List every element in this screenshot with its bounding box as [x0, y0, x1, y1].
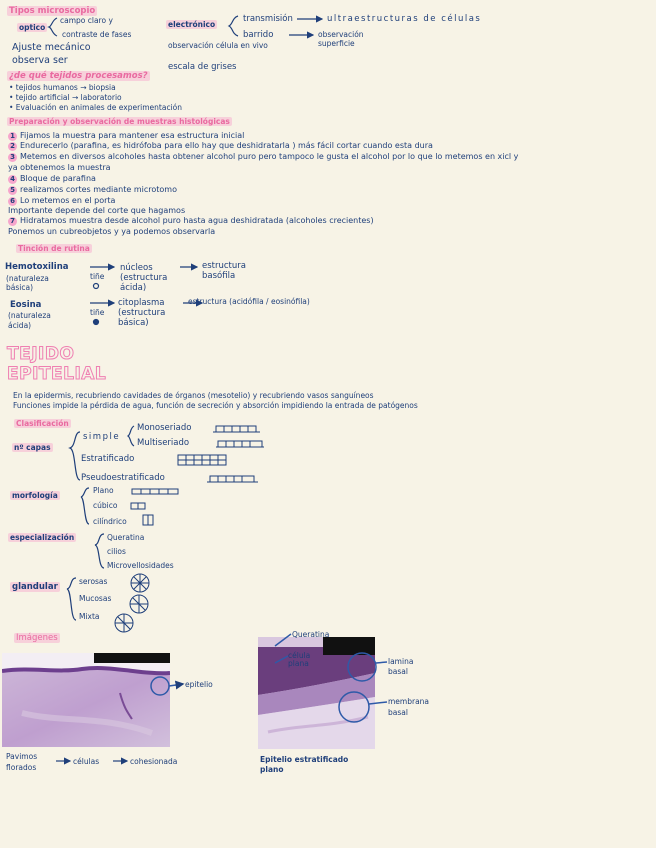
- clasificacion-title: Clasificación: [16, 419, 69, 428]
- brace-glandular: [67, 578, 76, 620]
- tine-1: tiñe: [90, 272, 105, 281]
- celula-plana-label: célula plana: [288, 651, 311, 668]
- preparacion-step: [8, 174, 96, 184]
- epitelial-title-2: EPITELIAL: [7, 364, 107, 384]
- lamina-1: lamina: [388, 657, 414, 666]
- step-text: Hidratamos muestra desde alcohol puro hasta agua deshidratada (alcoholes crecientes): [20, 216, 374, 225]
- lamina-2: basal: [388, 667, 408, 676]
- queratina-img-label: Queratina: [292, 630, 330, 639]
- plano-diagram: [132, 489, 178, 494]
- tejidos-title: ¿de qué tejidos procesamos?: [9, 71, 148, 81]
- pseudoestratificado: Pseudoestratificado: [81, 473, 165, 483]
- pavimentos-1: Pavimos: [6, 752, 38, 761]
- eos-dot: [94, 320, 99, 325]
- brace-electronico: [229, 16, 238, 36]
- cilindrico: cilíndrico: [93, 517, 127, 526]
- step-text: Fijamos la muestra para mantener esa estructura inicial: [20, 131, 245, 140]
- hematoxilina: Hemotoxilina: [5, 262, 69, 272]
- gland-serosa-icon: [131, 574, 149, 592]
- monoseriado: Monoseriado: [137, 423, 192, 433]
- tine-2: tiñe: [90, 308, 105, 317]
- step-text: Endurecerlo (parafina, es hidrófoba para ello hay que deshidratarla ) más fácil cortar cuando esta dura: [20, 141, 433, 150]
- step-number: 1: [8, 132, 17, 141]
- eosina-nat: (naturaleza ácida): [8, 311, 51, 330]
- morfologia-label: morfología: [12, 491, 58, 500]
- cubico: cúbico: [93, 501, 118, 510]
- step-number: 3: [8, 153, 17, 162]
- epitelial-desc-1: En la epidermis, recubriendo cavidades de órganos (mesotelio) y recubriendo vasos sanguíneos: [13, 391, 374, 400]
- preparacion-title: Preparación y observación de muestras histológicas: [9, 117, 230, 126]
- hem-target: núcleos (estructura ácida): [120, 263, 168, 293]
- preparacion-step: [8, 216, 374, 226]
- preparacion-step: [8, 206, 185, 215]
- step-text: Importante depende del corte que hagamos: [8, 206, 186, 215]
- membrana-1: membrana: [388, 697, 430, 706]
- simple: simple: [83, 432, 121, 442]
- multiseriado: Multiseriado: [137, 438, 190, 448]
- barrido-result: observación superficie: [318, 30, 364, 48]
- brace-simple: [128, 426, 134, 446]
- eos-target: citoplasma (estructura básica): [118, 298, 166, 328]
- line-lamina: [376, 662, 387, 663]
- contraste-fases: contraste de fases: [62, 30, 132, 39]
- tincion-title: Tinción de rutina: [18, 244, 90, 253]
- step-number: 4: [8, 175, 17, 184]
- cubico-diagram: [131, 503, 145, 509]
- obs-vivo: observación célula en vivo: [168, 41, 268, 50]
- step-text: Metemos en diversos alcoholes hasta obtener alcohol puro pero tampoco le gusta el alcohol por lo que lo metemos en xicl y: [20, 152, 519, 161]
- arrow-epitelio: [169, 684, 183, 686]
- multiseriado-diagram: [216, 441, 264, 447]
- gland-mixta-icon: [115, 614, 133, 632]
- plano: Plano: [93, 486, 114, 495]
- hem-dot: [94, 284, 99, 289]
- ajuste-mecanico: Ajuste mecánico: [12, 42, 91, 53]
- glandular-label: glandular: [12, 582, 58, 592]
- brace-morfologia: [81, 488, 89, 524]
- cilios: cilios: [107, 547, 126, 556]
- tejidos-item-3: • Evaluación en animales de experimentación: [9, 103, 183, 112]
- imagenes-title: Imágenes: [16, 633, 58, 643]
- optico-label: optico: [19, 23, 46, 32]
- preparacion-step: [8, 227, 215, 236]
- capas-label: nº capas: [14, 443, 51, 452]
- histology-image-1: [2, 653, 170, 747]
- hem-result: estructura basófila: [202, 261, 246, 281]
- eosina: Eosina: [10, 300, 42, 310]
- preparacion-step: [8, 196, 115, 206]
- gland-mucosa-icon: [130, 595, 148, 613]
- preparacion-step: [8, 141, 433, 151]
- campo-claro: campo claro y: [60, 16, 113, 25]
- step-text: ya obtenemos la muestra: [8, 163, 111, 172]
- electronico-label: electrónico: [168, 20, 216, 29]
- estratificado: Estratificado: [81, 454, 135, 464]
- step-text: Ponemos un cubreobjetos y ya podemos observarla: [8, 227, 216, 236]
- preparacion-step: [8, 185, 177, 195]
- transmision: transmisión: [243, 14, 293, 24]
- brace-especializacion: [95, 534, 104, 568]
- membrana-2: basal: [388, 708, 408, 717]
- escala-grises: escala de grises: [168, 62, 237, 72]
- cohesionada-label: cohesionada: [130, 757, 178, 766]
- microvellosidades: Microvellosidades: [107, 561, 174, 570]
- preparacion-step: [8, 163, 111, 172]
- eos-result: estructura (acidófila / eosinófila): [188, 297, 310, 306]
- preparacion-step: [8, 131, 244, 141]
- brace-optico: [49, 18, 57, 36]
- especializacion-label: especialización: [10, 533, 75, 542]
- tipos-title: Tipos microscopio: [9, 6, 96, 16]
- epitelial-desc-2: Funciones impide la pérdida de agua, función de secreción y absorción impidiendo la entrada de patógenos: [13, 401, 418, 410]
- cilindrico-diagram: [143, 515, 153, 525]
- step-text: Bloque de parafina: [20, 174, 96, 183]
- tejidos-item-1: • tejidos humanos → biopsia: [9, 83, 116, 92]
- brace-capas: [70, 432, 80, 480]
- epitelio-label: epitelio: [185, 680, 213, 689]
- estratificado-diagram: [178, 455, 226, 465]
- step-number: 7: [8, 217, 17, 226]
- caption-2: plano: [260, 765, 284, 774]
- mixta: Mixta: [79, 612, 100, 621]
- epitelial-title-1: TEJIDO: [7, 344, 75, 364]
- step-number: 6: [8, 197, 17, 206]
- celulas-label: células: [73, 757, 100, 766]
- hematoxilina-nat: (naturaleza básica): [6, 274, 49, 292]
- pavimentos-2: florados: [6, 763, 37, 772]
- pseudoestratificado-diagram: [207, 476, 258, 482]
- step-text: Lo metemos en el porta: [20, 196, 116, 205]
- caption-1: Epitelio estratificado: [260, 755, 349, 764]
- monoseriado-diagram: [213, 426, 260, 432]
- step-number: 5: [8, 186, 17, 195]
- transmision-result: ultraestructuras de células: [327, 14, 482, 24]
- serosas: serosas: [79, 577, 108, 586]
- observa-ser: observa ser: [12, 55, 68, 66]
- step-number: 2: [8, 142, 17, 151]
- barrido: barrido: [243, 30, 274, 40]
- queratina: Queratina: [107, 533, 145, 542]
- preparacion-step: [8, 152, 518, 162]
- mucosas: Mucosas: [79, 594, 112, 603]
- tejidos-item-2: • tejido artificial → laboratorio: [9, 93, 122, 102]
- step-text: realizamos cortes mediante microtomo: [20, 185, 177, 194]
